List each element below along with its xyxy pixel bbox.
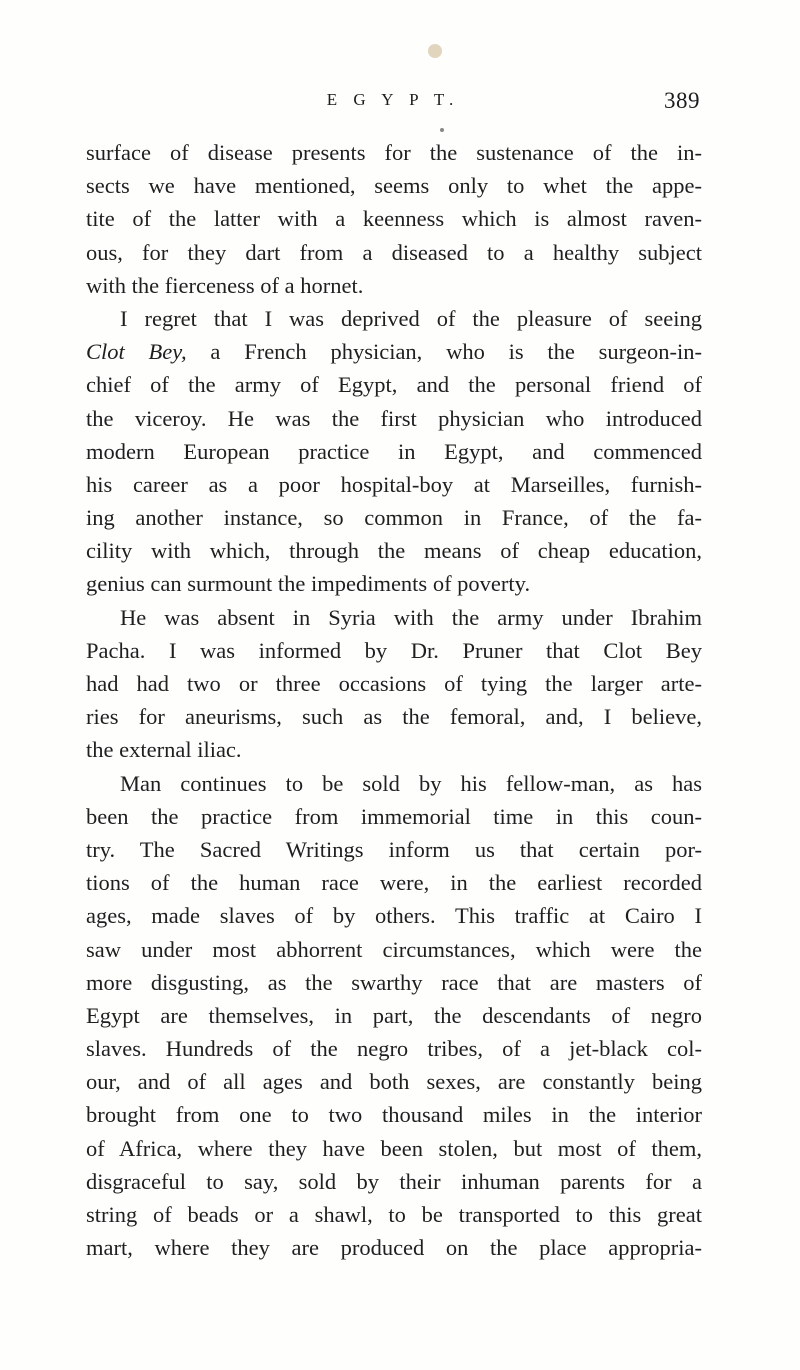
text-line: genius can surmount the impediments of poverty. [86,571,531,597]
text-line: ries for aneurisms, such as the femoral, and, I believe, [86,704,702,730]
text-line: Pacha. I was informed by Dr. Pruner that Clot Bey [86,637,702,663]
text-line: more disgusting, as the swarthy race that are masters of [86,969,702,995]
text-line: Egypt are themselves, in part, the descendants of negro [86,1002,702,1028]
text-line: I regret that I was deprived of the pleasure of seeing [120,305,702,331]
text-line: the external iliac. [86,737,242,763]
body-text [86,136,702,1264]
page-header [86,88,700,118]
text-line: Man continues to be sold by his fellow-man, as has [120,770,702,796]
paper-stain [428,44,442,58]
text-line: with the fierceness of a hornet. [86,272,364,298]
text-line: been the practice from immemorial time in this coun- [86,803,702,829]
text-line: his career as a poor hospital-boy at Marseilles, furnish- [86,471,702,497]
text-line: ing another instance, so common in France, of the fa- [86,505,702,531]
text-line: slaves. Hundreds of the negro tribes, of a jet-black col- [86,1036,702,1062]
page-number: 389 [664,88,700,113]
text-line: brought from one to two thousand miles in the interior [86,1102,702,1128]
text-line-with-name [86,335,702,368]
text-line: the viceroy. He was the first physician who introduced [86,405,702,431]
text-line: tions of the human race were, in the earliest recorded [86,870,702,896]
text-line: string of beads or a shawl, to be transported to this great [86,1202,702,1227]
text-line: surface of disease presents for the sustenance of the in- [86,140,702,165]
text-line: He was absent in Syria with the army under Ibrahim [120,604,702,630]
text-segment: a French physician, who is the surgeon-in- [210,339,702,365]
text-line: modern European practice in Egypt, and commenced [86,438,702,464]
text-line: chief of the army of Egypt, and the personal friend of [86,372,702,398]
person-name: Clot Bey, [86,339,187,365]
text-line: disgraceful to say, sold by their inhuman parents for a [86,1168,702,1194]
text-line: tite of the latter with a keenness which is almost raven- [86,206,702,232]
paper-stain [440,128,444,132]
text-line: cility with which, through the means of cheap education, [86,538,702,564]
running-head: E G Y P T. [326,90,460,109]
text-line: of Africa, where they have been stolen, but most of them, [86,1135,702,1161]
text-line: ages, made slaves of by others. This traffic at Cairo I [86,903,702,929]
text-line: saw under most abhorrent circumstances, which were the [86,936,702,962]
text-line: had had two or three occasions of tying the larger arte- [86,671,702,696]
text-line: our, and of all ages and both sexes, are constantly being [86,1069,702,1095]
text-line: sects we have mentioned, seems only to whet the appe- [86,173,702,199]
text-line: mart, where they are produced on the place appropria- [86,1235,702,1261]
text-line: try. The Sacred Writings inform us that certain por- [86,836,702,862]
text-line: ous, for they dart from a diseased to a healthy subject [86,239,702,265]
